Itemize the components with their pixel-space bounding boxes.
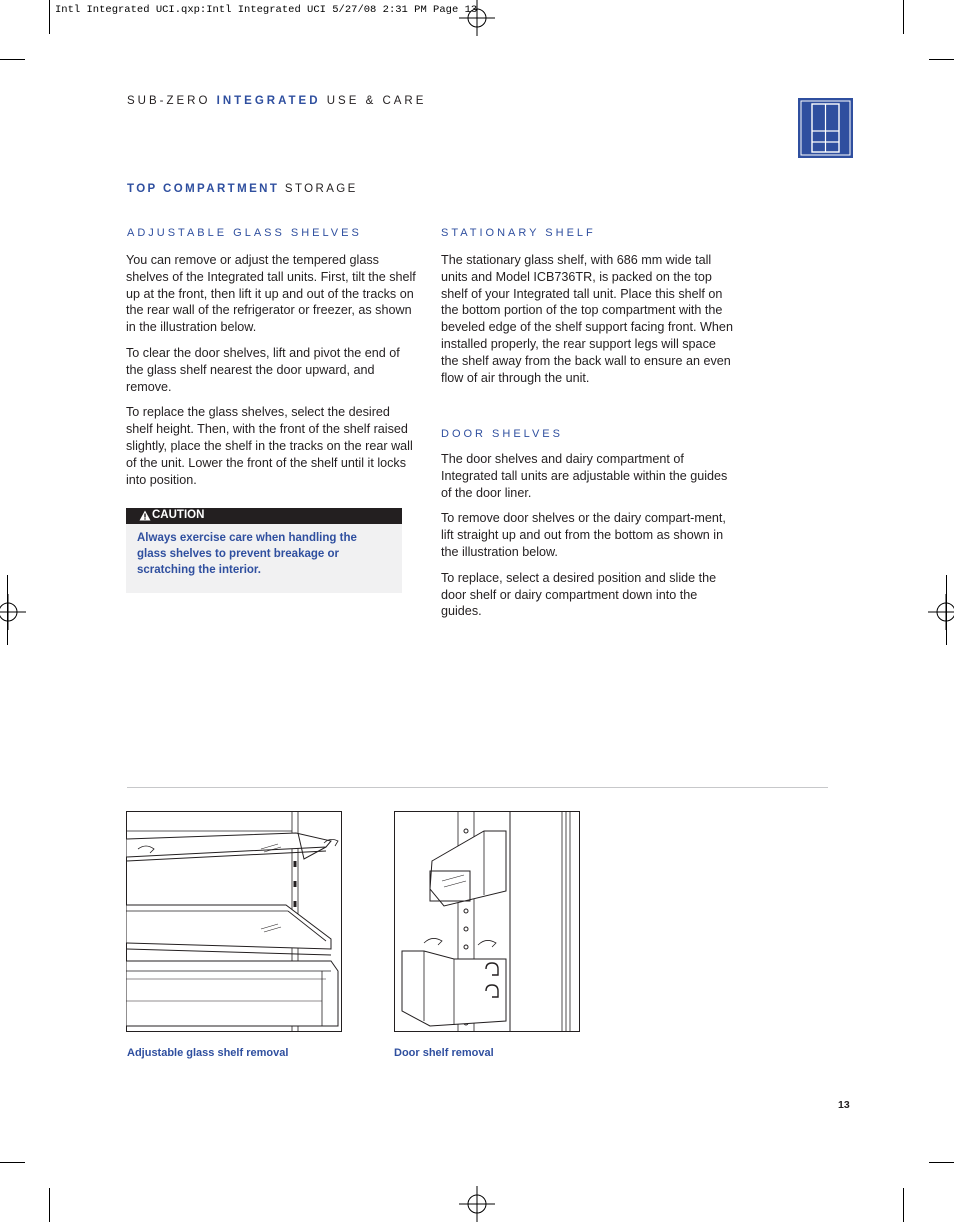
paragraph: To replace the glass shelves, select the desired shelf height. Then, with the front of the shelf raised slightly, place the shelf in the tracks on the rear wall of the unit. Lower the front of the shelf until it locks into position.: [126, 405, 413, 487]
adjustable-shelves-heading: ADJUSTABLE GLASS SHELVES: [127, 227, 362, 239]
running-head-suffix: USE & CARE: [326, 95, 427, 107]
refrigerator-tab-icon: [798, 98, 853, 158]
warning-triangle-icon: [139, 510, 151, 521]
registration-mark-icon: [0, 594, 26, 630]
section-title: [127, 183, 358, 195]
adjustable-shelves-body: [126, 252, 418, 497]
registration-mark-icon: [928, 594, 954, 630]
crop-mark: [49, 0, 50, 34]
crop-mark: [903, 0, 904, 34]
paragraph: To remove door shelves or the dairy compart-ment, lift straight up and out from the bottom as shown in the illustration below.: [441, 511, 726, 559]
crop-mark: [903, 1188, 904, 1222]
running-head-prefix: SUB-ZERO: [127, 95, 211, 107]
caution-label: CAUTION: [152, 509, 205, 521]
door-shelf-illustration: [394, 811, 581, 1033]
crop-mark: [0, 59, 25, 60]
figure-caption-door: Door shelf removal: [394, 1047, 494, 1059]
caution-text: Always exercise care when handling the glass shelves to prevent breakage or scratching the interior.: [137, 532, 357, 576]
paragraph: The stationary glass shelf, with 686 mm wide tall units and Model ICB736TR, is packed on the top shelf of your Integrated tall unit. Place this shelf on the bottom portion of the top compartment with the beveled edge of the shelf support facing front. When installed properly, the rear support legs will space the shelf away from the back wall to ensure an even flow of air through the unit.: [441, 253, 733, 385]
door-shelves-heading: DOOR SHELVES: [441, 428, 563, 440]
crop-mark: [929, 1162, 954, 1163]
crop-mark: [49, 1188, 50, 1222]
running-head: [127, 95, 426, 107]
figure-caption-shelf: Adjustable glass shelf removal: [127, 1047, 289, 1059]
printer-slug: Intl Integrated UCI.qxp:Intl Integrated UCI 5/27/08 2:31 PM Page 13: [55, 4, 478, 16]
section-title-strong: TOP COMPARTMENT: [127, 183, 280, 195]
crop-mark: [946, 575, 947, 645]
paragraph: To clear the door shelves, lift and pivot the end of the glass shelf nearest the door upward, and remove.: [126, 345, 400, 394]
stationary-shelf-body: [441, 252, 733, 395]
paragraph: You can remove or adjust the tempered glass shelves of the Integrated tall units. First, tilt the shelf up at the front, then lift it up and out of the tracks on the rear wall of the refrigerator or freezer, as shown in the illustration below.: [126, 253, 416, 335]
paragraph: The door shelves and dairy compartment of Integrated tall units are adjustable within the guides of the door liner.: [441, 452, 728, 500]
running-head-brand: INTEGRATED: [216, 95, 321, 107]
paragraph: To replace, select a desired position and slide the door shelf or dairy compartment down into the guides.: [441, 570, 717, 619]
horizontal-rule: [127, 787, 828, 788]
crop-mark: [7, 575, 8, 645]
crop-mark: [929, 59, 954, 60]
section-title-rest: STORAGE: [284, 183, 358, 195]
glass-shelf-illustration: [126, 811, 343, 1033]
registration-mark-icon: [459, 1186, 495, 1222]
door-shelves-body: [441, 451, 733, 629]
registration-mark-icon: [459, 0, 495, 36]
stationary-shelf-heading: STATIONARY SHELF: [441, 227, 596, 239]
page-number: 13: [838, 1099, 850, 1111]
crop-mark: [0, 1162, 25, 1163]
